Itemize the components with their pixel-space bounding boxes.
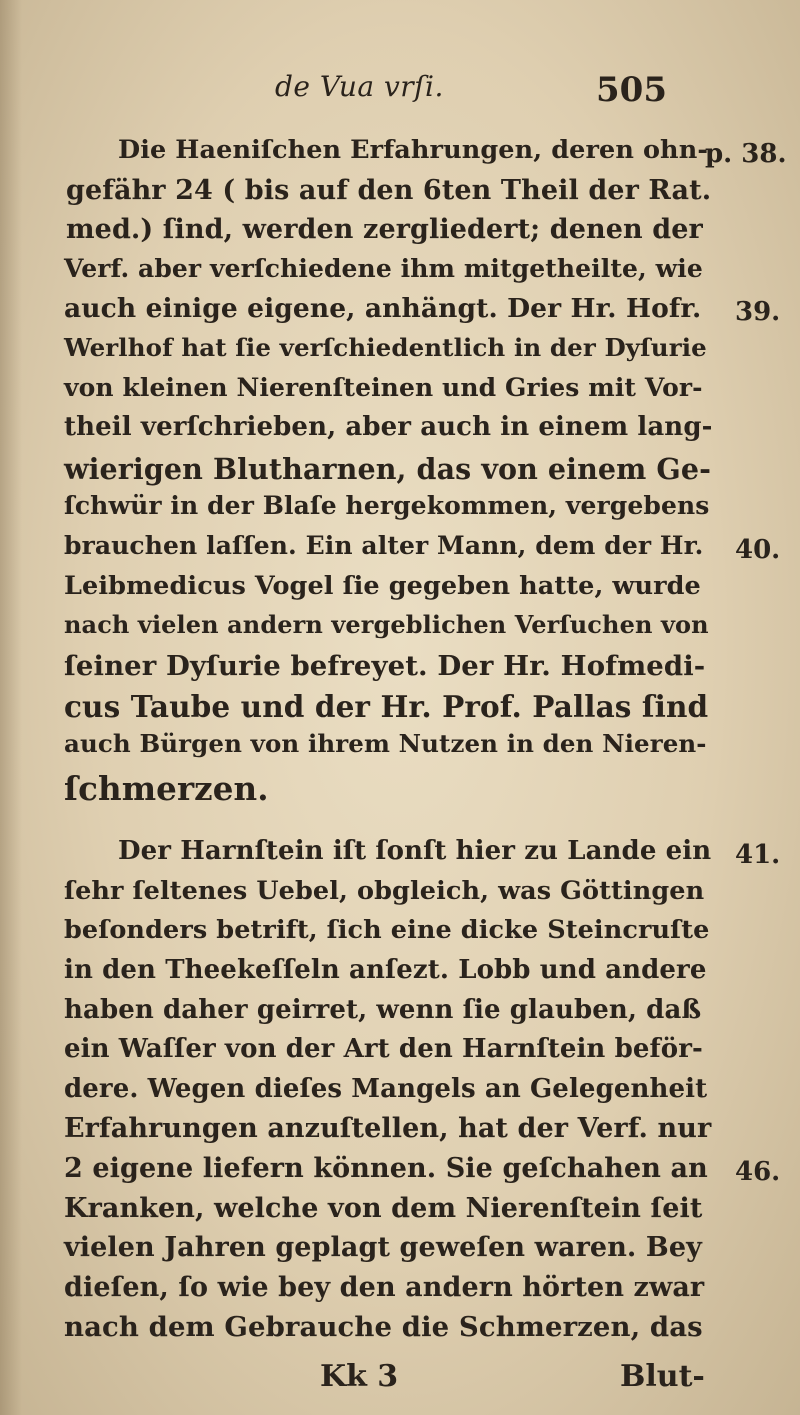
margin-note: 41.	[735, 840, 781, 870]
text-line: ſchwür in der Blaſe hergekommen, vergebens	[64, 491, 710, 520]
text-line: med.) ſind, werden zergliedert; denen der	[66, 214, 703, 245]
margin-note: 46.	[735, 1157, 781, 1187]
text-line: haben daher geirret, wenn ſie glauben, daß	[64, 995, 702, 1025]
text-line: Der Harnſtein iſt ſonſt hier zu Lande ein	[118, 836, 712, 866]
text-line: ſeiner Dyſurie befreyet. Der Hr. Hofmedi-	[64, 650, 706, 682]
text-line: nach vielen andern vergeblichen Verſuchen von	[64, 610, 709, 639]
text-line: gefähr 24 ( bis auf den 6ten Theil der Rat.	[66, 175, 712, 206]
margin-note: p. 38.	[705, 139, 787, 169]
text-line: 2 eigene liefern können. Sie geſchahen an	[64, 1153, 708, 1184]
running-head: de Vua vrſi.	[275, 70, 444, 103]
text-line: Leibmedicus Vogel ſie gegeben hatte, wurde	[64, 571, 701, 601]
text-line: auch einige eigene, anhängt. Der Hr. Hofr.	[64, 293, 702, 324]
margin-note: 40.	[735, 535, 781, 565]
text-line: wierigen Blutharnen, das von einem Ge-	[64, 452, 712, 486]
text-line: Werlhof hat ſie verſchiedentlich in der Dyſurie	[64, 333, 707, 362]
text-line: Verf. aber verſchiedene ihm mitgetheilte, wie	[64, 254, 703, 283]
signature-mark: Kk 3	[320, 1359, 399, 1394]
text-line: Die Haeniſchen Erfahrungen, deren ohn-	[118, 135, 709, 165]
text-line: dere. Wegen dieſes Mangels an Gelegenheit	[64, 1074, 708, 1104]
text-line: auch Bürgen von ihrem Nutzen in den Nieren-	[64, 729, 707, 758]
catchword: Blut-	[620, 1359, 705, 1394]
text-line: cus Taube und der Hr. Prof. Pallas ſind	[64, 689, 709, 724]
text-line: theil verſchrieben, aber auch in einem lang-	[64, 412, 713, 442]
text-line: von kleinen Nierenſteinen und Gries mit Vor-	[64, 373, 703, 402]
text-line: ſchmerzen.	[64, 769, 269, 808]
text-line: dieſen, ſo wie bey den andern hörten zwar	[64, 1272, 705, 1303]
page-number: 505	[596, 70, 667, 110]
text-line: Kranken, welche von dem Nierenſtein ſeit	[64, 1193, 703, 1224]
text-line: brauchen laſſen. Ein alter Mann, dem der Hr.	[64, 531, 704, 560]
text-line: ſehr ſeltenes Uebel, obgleich, was Göttingen	[64, 876, 705, 906]
margin-note: 39.	[735, 297, 781, 327]
text-line: nach dem Gebrauche die Schmerzen, das	[64, 1311, 703, 1343]
text-line: vielen Jahren geplagt geweſen waren. Bey	[64, 1232, 702, 1263]
text-line: in den Theekeſſeln anſezt. Lobb und andere	[64, 955, 707, 985]
text-line: ein Waſſer von der Art den Harnſtein beför-	[64, 1034, 703, 1064]
text-line: beſonders betrift, ſich eine dicke Steincruſte	[64, 915, 710, 945]
text-line: Erfahrungen anzuſtellen, hat der Verf. nur	[64, 1113, 712, 1144]
